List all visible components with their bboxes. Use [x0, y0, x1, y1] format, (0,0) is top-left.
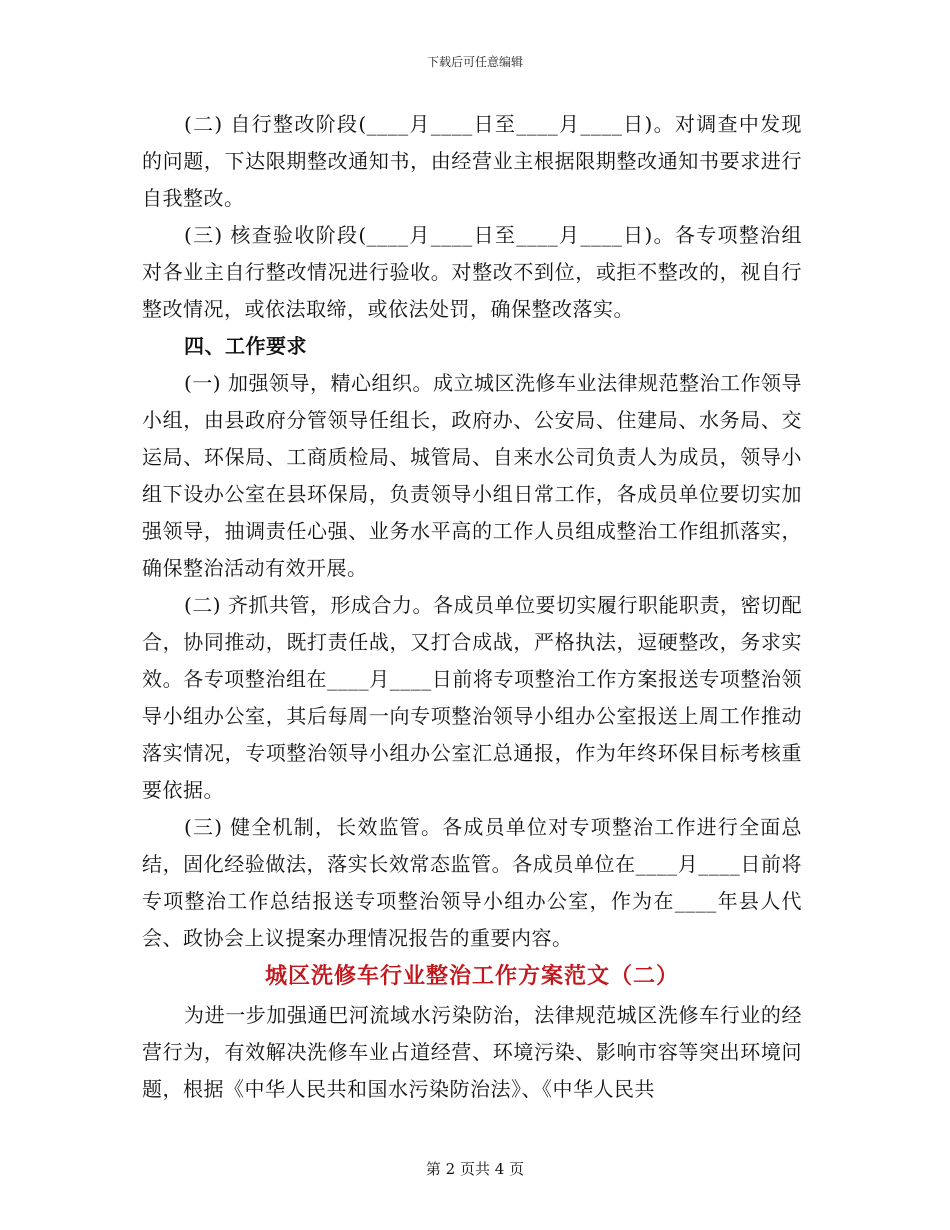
- paragraph-self-rectification: (二) 自行整改阶段(____月____日至____月____日)。对调查中发现的问题，下达限期整改通知书，由经营业主根据限期整改通知书要求进行自我整改。: [142, 112, 802, 210]
- header-note: 下载后可任意编辑: [426, 55, 523, 69]
- paragraph-cooperation: (二) 齐抓共管，形成合力。各成员单位要切实履行职能职责，密切配合，协同推动，既打责任战，又打合成战，严格执法，逗硬整改，务求实效。各专项整治组在____月____日前将专项整治工作方案报送专项整治领导小组办公室，其后每周一向专项整治领导小组办公室报送上周工作推动落实情况，专项整治领导小组办公室汇总通报，作为年终环保目标考核重要依据。: [142, 593, 802, 802]
- paragraph-leadership: (一) 加强领导，精心组织。成立城区洗修车业法律规范整治工作领导小组，由县政府分管领导任组长，政府办、公安局、住建局、水务局、交运局、环保局、工商质检局、城管局、自来水公司负责人为成员，领导小组下设办公室在县环保局，负责领导小组日常工作，各成员单位要切实加强领导，抽调责任心强、业务水平高的工作人员组成整治工作组抓落实，确保整治活动有效开展。: [142, 371, 802, 580]
- document-body: [142, 106, 802, 1108]
- document-title: 城区洗修车行业整治工作方案范文（二）: [264, 964, 679, 989]
- page-number: 第 2 页共 4 页: [425, 1160, 525, 1178]
- section-heading-work-requirements: 四、工作要求: [184, 334, 307, 358]
- paragraph-intro: 为进一步加强通巴河流域水污染防治，法律规范城区洗修车行业的经营行为，有效解决洗修车业占道经营、环境污染、影响市容等突出环境问题，根据《中华人民共和国水污染防治法》、《中华人民共: [142, 1003, 802, 1101]
- paragraph-verification: (三) 核查验收阶段(____月____日至____月____日)。各专项整治组对各业主自行整改情况进行验收。对整改不到位，或拒不整改的，视自行整改情况，或依法取缔，或依法处罚，确保整改落实。: [142, 223, 802, 321]
- paragraph-mechanism: (三) 健全机制，长效监管。各成员单位对专项整治工作进行全面总结，固化经验做法，落实长效常态监管。各成员单位在____月____日前将专项整治工作总结报送专项整治领导小组办公室，作为在____年县人代会、政协会上议提案办理情况报告的重要内容。: [142, 815, 802, 950]
